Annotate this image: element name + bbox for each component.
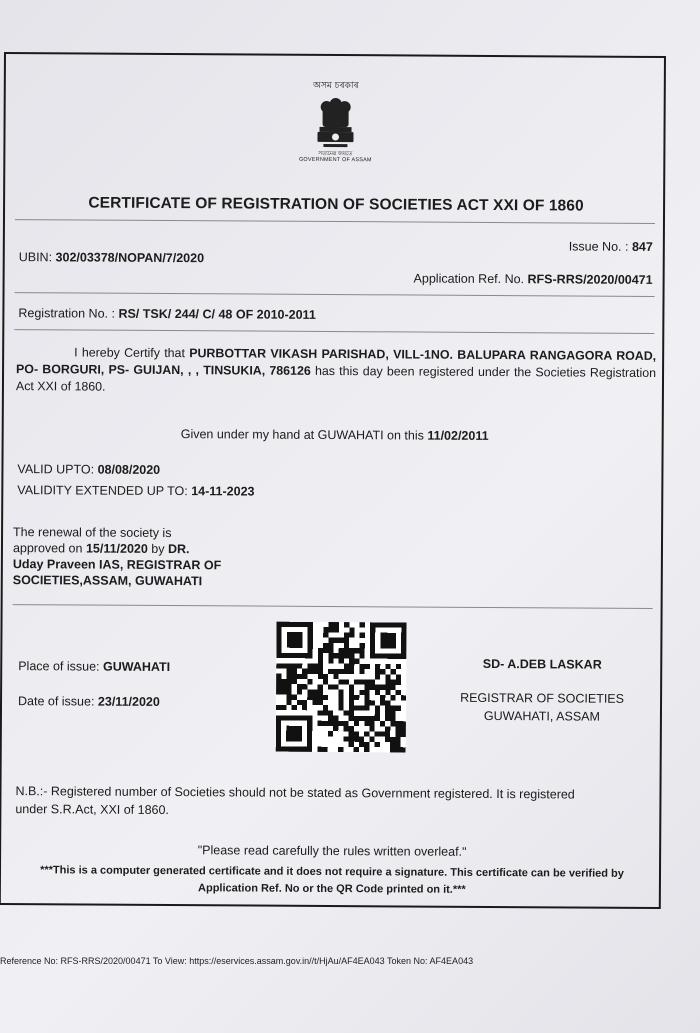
date-of-issue: Date of issue: 23/11/2020: [17, 694, 160, 709]
government-of-assam-label: GOVERNMENT OF ASSAM: [298, 156, 372, 164]
issue-number: Issue No. : 847: [568, 239, 653, 254]
signatory-name: SD- A.DEB LASKAR: [482, 656, 602, 672]
divider: [14, 329, 654, 334]
verification-qr-code-icon[interactable]: [276, 622, 407, 753]
ubin: UBIN: 302/03378/NOPAN/7/2020: [18, 250, 205, 266]
society-name-address: PURBOTTAR VIKASH PARISHAD, VILL-1NO. BALUPARA RANGAGORA ROAD, PO- BORGURI, PS- GUIJAN, , , TINSUKIA, 786126: [16, 346, 657, 378]
reference-footer: Reference No: RFS-RRS/2020/00471 To View: https://eservices.assam.gov.in//t/HjAu/AF4EA043 Token No: AF4EA043: [0, 956, 474, 966]
computer-generated-note: ***This is a computer generated certificate and it does not require a signature. This certificate can be verified by Application Ref. No or the QR Code printed on it.***: [40, 864, 624, 896]
signatory-title: REGISTRAR OF SOCIETIES GUWAHATI, ASSAM: [460, 690, 625, 724]
given-under-hand: Given under my hand at GUWAHATI on this 11/02/2011: [180, 427, 489, 443]
valid-upto: VALID UPTO: 08/08/2020: [17, 462, 161, 477]
overleaf-note: "Please read carefully the rules written overleaf.": [197, 843, 467, 859]
divider: [13, 604, 653, 609]
divider: [15, 219, 655, 224]
nb-note: N.B.:- Registered number of Societies should not be stated as Government registered. It is registered under S.R.Act, XXI of 1860.: [15, 784, 575, 818]
certification-paragraph: I hereby Certify that PURBOTTAR VIKASH PARISHAD, VILL-1NO. BALUPARA RANGAGORA ROAD, PO- BORGURI, PS- GUIJAN, , , TINSUKIA, 786126 has this day been registered under the Societies Registration Act XXI of 1860.: [15, 345, 657, 394]
certificate-title: CERTIFICATE OF REGISTRATION OF SOCIETIES ACT XXI OF 1860: [88, 194, 584, 215]
state-emblem-icon: [313, 94, 357, 158]
certificate-frame: [0, 52, 666, 909]
registration-number: Registration No. : RS/ TSK/ 244/ C/ 48 OF 2010-2011: [18, 306, 316, 322]
validity-extended: VALIDITY EXTENDED UP TO: 14-11-2023: [17, 483, 255, 499]
emblem-motto: সত্যমেৱ জয়তে: [318, 150, 353, 158]
application-ref: Application Ref. No. RFS-RRS/2020/00471: [413, 271, 653, 287]
divider: [15, 292, 655, 297]
government-header-assamese: অসম চৰকাৰ: [313, 80, 359, 92]
place-of-issue: Place of issue: GUWAHATI: [18, 659, 171, 675]
renewal-note: The renewal of the society is approved on 15/11/2020 by DR. Uday Praveen IAS, REGISTRAR OF SOCIETIES,ASSAM, GUWAHATI: [12, 525, 222, 589]
